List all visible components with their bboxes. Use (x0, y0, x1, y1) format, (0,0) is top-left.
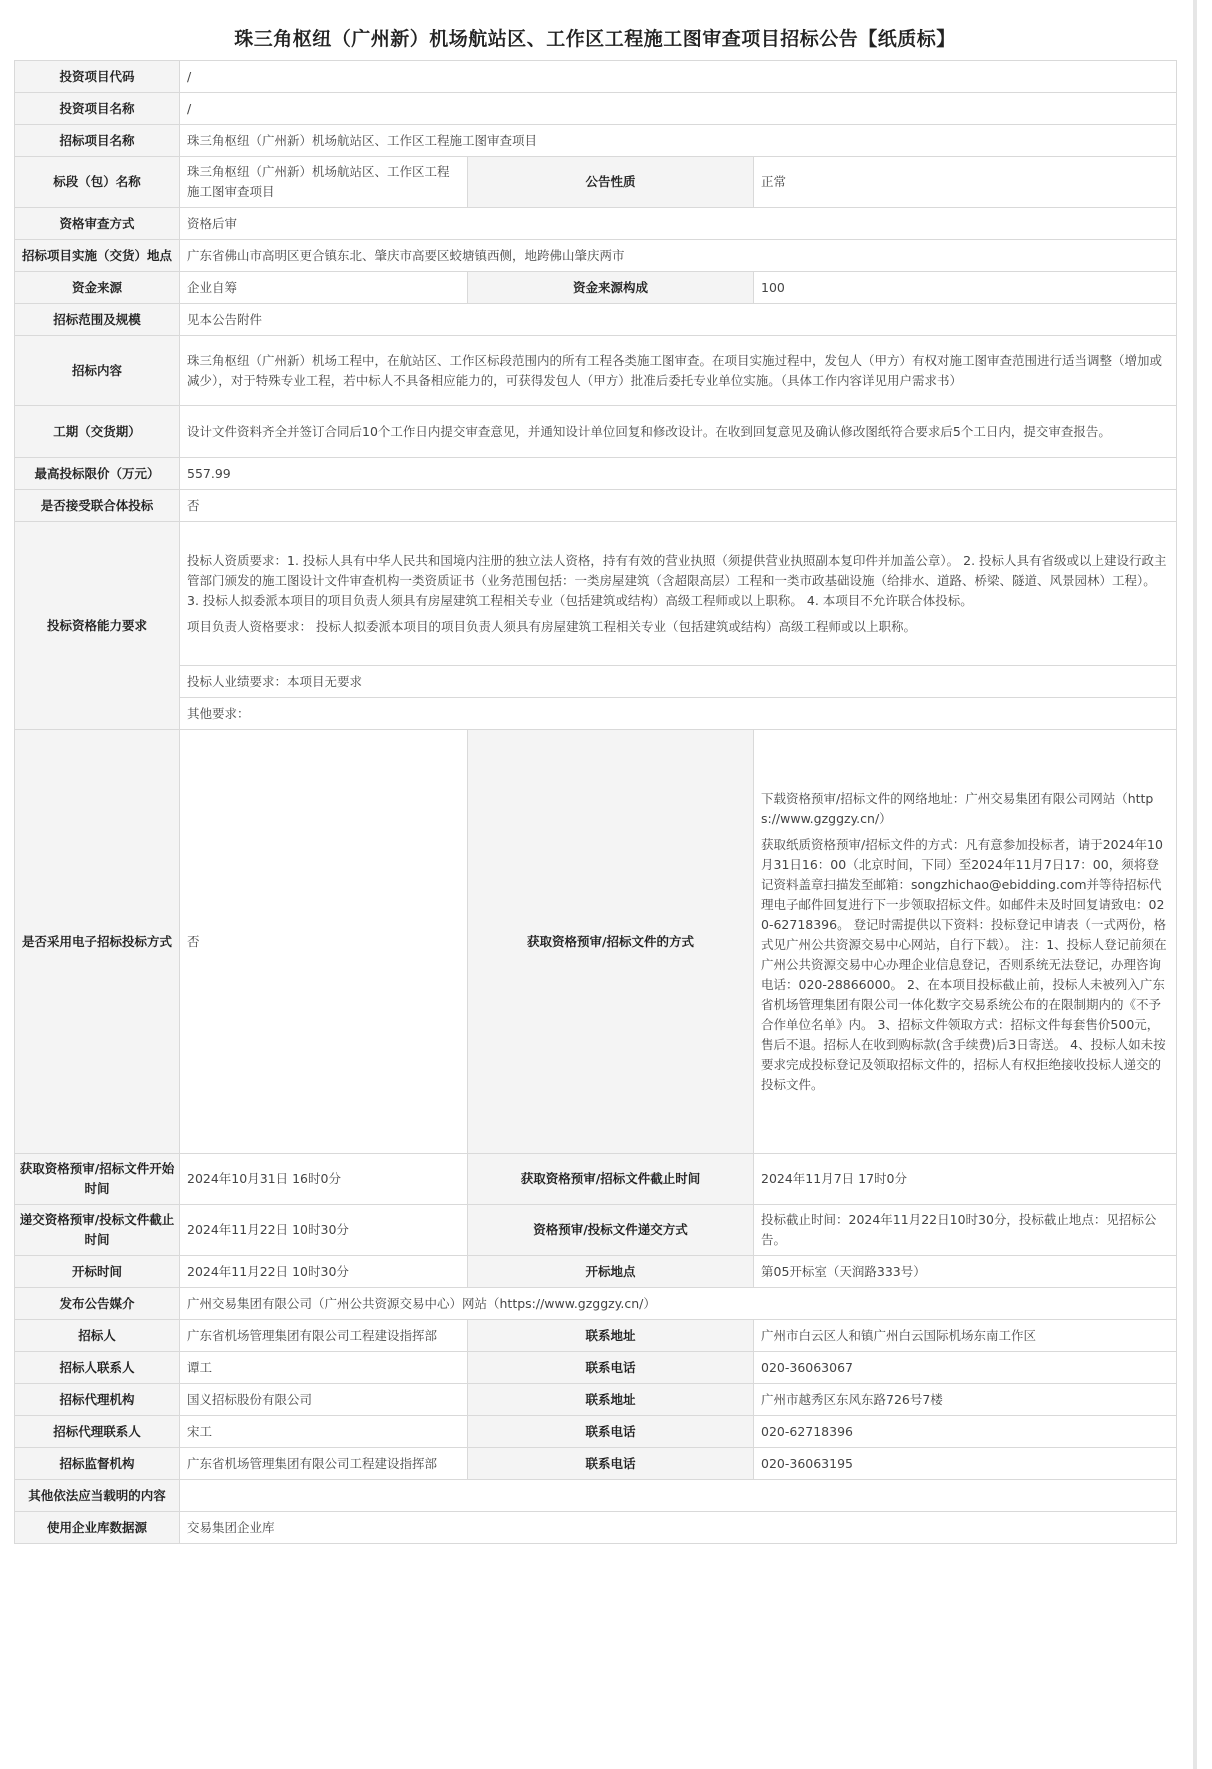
label-obtain-method: 获取资格预审/招标文件的方式 (468, 730, 754, 1154)
row-obtain-time (15, 1154, 1177, 1205)
label-enterprise-db: 使用企业库数据源 (15, 1512, 180, 1544)
row-agency-contact (15, 1416, 1177, 1448)
value-capability-main (180, 522, 1177, 666)
value-submit-deadline: 2024年11月22日 10时30分 (180, 1205, 468, 1256)
page-title: 珠三角枢纽（广州新）机场航站区、工作区工程施工图审查项目招标公告【纸质标】 (234, 28, 956, 50)
obtain-url: 下载资格预审/招标文件的网络地址：广州交易集团有限公司网站（https://www.gzggzy.cn/） (761, 790, 1154, 826)
label-fund-source: 资金来源 (15, 272, 180, 304)
value-agency: 国义招标股份有限公司 (180, 1384, 468, 1416)
label-section-name: 标段（包）名称 (15, 157, 180, 208)
row-tenderer (15, 1320, 1177, 1352)
label-content: 招标内容 (15, 336, 180, 406)
value-tenderer: 广东省机场管理集团有限公司工程建设指挥部 (180, 1320, 468, 1352)
row-capability-other (15, 698, 1177, 730)
row-qual-review (15, 208, 1177, 240)
row-agency (15, 1384, 1177, 1416)
label-duration: 工期（交货期） (15, 406, 180, 458)
label-project-name: 投资项目名称 (15, 93, 180, 125)
value-tenderer-address: 广州市白云区人和镇广州白云国际机场东南工作区 (754, 1320, 1177, 1352)
row-tender-project-name (15, 125, 1177, 157)
row-location (15, 240, 1177, 272)
value-open-place: 第05开标室（天润路333号） (754, 1256, 1177, 1288)
value-capability-performance: 投标人业绩要求：本项目无要求 (180, 666, 1177, 698)
label-media: 发布公告媒介 (15, 1288, 180, 1320)
value-agency-address: 广州市越秀区东风东路726号7楼 (754, 1384, 1177, 1416)
value-notice-nature: 正常 (754, 157, 1177, 208)
row-consortium (15, 490, 1177, 522)
value-consortium: 否 (180, 490, 1177, 522)
value-location: 广东省佛山市高明区更合镇东北、肇庆市高要区蛟塘镇西侧，地跨佛山肇庆两市 (180, 240, 1177, 272)
value-content: 珠三角枢纽（广州新）机场工程中，在航站区、工作区标段范围内的所有工程各类施工图审查。在项目实施过程中，发包人（甲方）有权对施工图审查范围进行适当调整（增加或减少），对于特殊专业工程，若中标人不具备相应能力的，可获得发包人（甲方）批准后委托专业单位实施。（具体工作内容详见用户需求书） (180, 336, 1177, 406)
label-consortium: 是否接受联合体投标 (15, 490, 180, 522)
label-other-content: 其他依法应当载明的内容 (15, 1480, 180, 1512)
value-enterprise-db: 交易集团企业库 (180, 1512, 1177, 1544)
label-tenderer: 招标人 (15, 1320, 180, 1352)
value-media: 广州交易集团有限公司（广州公共资源交易中心）网站（https://www.gzggzy.cn/） (180, 1288, 1177, 1320)
value-duration: 设计文件资料齐全并签订合同后10个工作日内提交审查意见，并通知设计单位回复和修改设计。在收到回复意见及确认修改图纸符合要求后5个工日内，提交审查报告。 (180, 406, 1177, 458)
value-obtain-method (754, 730, 1177, 1154)
row-submit (15, 1205, 1177, 1256)
label-open-time: 开标时间 (15, 1256, 180, 1288)
row-scope (15, 304, 1177, 336)
value-fund-composition: 100 (754, 272, 1177, 304)
value-agency-contact: 宋工 (180, 1416, 468, 1448)
row-max-price (15, 458, 1177, 490)
label-tenderer-phone: 联系电话 (468, 1352, 754, 1384)
capability-manager: 项目负责人资格要求： 投标人拟委派本项目的项目负责人须具有房屋建筑工程相关专业（包括建筑或结构）高级工程师或以上职称。 (187, 618, 916, 634)
value-supervisor-phone: 020-36063195 (754, 1448, 1177, 1480)
value-other-content (180, 1480, 1177, 1512)
label-electronic: 是否采用电子招标投标方式 (15, 730, 180, 1154)
row-supervisor (15, 1448, 1177, 1480)
label-qual-review: 资格审查方式 (15, 208, 180, 240)
row-enterprise-db (15, 1512, 1177, 1544)
capability-qualification: 投标人资质要求：1. 投标人具有中华人民共和国境内注册的独立法人资格，持有有效的营业执照（须提供营业执照副本复印件并加盖公章）。 2. 投标人具有省级或以上建设行政主管部门颁发的施工图设计文件审查机构一类资质证书（业务范围包括：一类房屋建筑（含超限高层）工程和一类市政基础设施（给排水、道路、桥梁、隧道、风景园林）工程）。 3. 投标人拟委派本项目的项目负责人须具有房屋建筑工程相关专业（包括建筑或结构）高级工程师或以上职称。 4. 本项目不允许联合体投标。 (187, 552, 1167, 608)
value-tenderer-phone: 020-36063067 (754, 1352, 1177, 1384)
label-open-place: 开标地点 (468, 1256, 754, 1288)
row-media (15, 1288, 1177, 1320)
label-agency-phone: 联系电话 (468, 1416, 754, 1448)
obtain-paper: 获取纸质资格预审/招标文件的方式：凡有意参加投标者，请于2024年10月31日16：00（北京时间，下同）至2024年11月7日17：00，须将登记资料盖章扫描发至邮箱：songzhichao@ebidding.com并等待招标代理电子邮件回复进行下一步领取招标文件。如邮件未及时回复请致电：020-62718396。 登记时需提供以下资料：投标登记申请表（一式两份，格式见广州公共资源交易中心网站，自行下载）。 注：1、投标人登记前须在广州公共资源交易中心办理企业信息登记，否则系统无法登记，办理咨询电话：020-28866000。 2、在本项目投标截止前，投标人未被列入广东省机场管理集团有限公司一体化数字交易系统公布的在限制期内的《不予合作单位名单》内。 3、招标文件领取方式：招标文件每套售价500元，售后不退。招标人在收到购标款(含手续费)后3日寄送。 4、投标人如未按要求完成投标登记及领取招标文件的，招标人有权拒绝接收投标人递交的投标文件。 (761, 836, 1167, 1092)
row-project-name (15, 93, 1177, 125)
vertical-scrollbar[interactable] (1193, 0, 1197, 1769)
row-capability (15, 522, 1177, 666)
row-open (15, 1256, 1177, 1288)
value-max-price: 557.99 (180, 458, 1177, 490)
value-obtain-end: 2024年11月7日 17时0分 (754, 1154, 1177, 1205)
row-other-content (15, 1480, 1177, 1512)
label-location: 招标项目实施（交货）地点 (15, 240, 180, 272)
value-supervisor: 广东省机场管理集团有限公司工程建设指挥部 (180, 1448, 468, 1480)
row-electronic (15, 730, 1177, 1154)
value-obtain-start: 2024年10月31日 16时0分 (180, 1154, 468, 1205)
label-agency-contact: 招标代理联系人 (15, 1416, 180, 1448)
label-supervisor: 招标监督机构 (15, 1448, 180, 1480)
row-capability-performance (15, 666, 1177, 698)
value-submit-method: 投标截止时间：2024年11月22日10时30分，投标截止地点：见招标公告。 (754, 1205, 1177, 1256)
label-submit-method: 资格预审/投标文件递交方式 (468, 1205, 754, 1256)
row-section-name (15, 157, 1177, 208)
row-fund-source (15, 272, 1177, 304)
value-section-name: 珠三角枢纽（广州新）机场航站区、工作区工程施工图审查项目 (180, 157, 468, 208)
value-qual-review: 资格后审 (180, 208, 1177, 240)
row-project-code (15, 61, 1177, 93)
value-scope: 见本公告附件 (180, 304, 1177, 336)
row-duration (15, 406, 1177, 458)
value-tender-project-name: 珠三角枢纽（广州新）机场航站区、工作区工程施工图审查项目 (180, 125, 1177, 157)
value-project-code: / (180, 61, 1177, 93)
value-tenderer-contact: 谭工 (180, 1352, 468, 1384)
value-electronic: 否 (180, 730, 468, 1154)
label-tenderer-address: 联系地址 (468, 1320, 754, 1352)
value-project-name: / (180, 93, 1177, 125)
label-supervisor-phone: 联系电话 (468, 1448, 754, 1480)
label-submit-deadline: 递交资格预审/投标文件截止时间 (15, 1205, 180, 1256)
label-notice-nature: 公告性质 (468, 157, 754, 208)
label-fund-composition: 资金来源构成 (468, 272, 754, 304)
value-fund-source: 企业自筹 (180, 272, 468, 304)
announcement-page (14, 18, 1176, 1544)
row-content (15, 336, 1177, 406)
label-capability: 投标资格能力要求 (15, 522, 180, 730)
label-tenderer-contact: 招标人联系人 (15, 1352, 180, 1384)
label-tender-project-name: 招标项目名称 (15, 125, 180, 157)
label-obtain-start: 获取资格预审/招标文件开始时间 (15, 1154, 180, 1205)
announcement-table (14, 60, 1177, 1544)
label-scope: 招标范围及规模 (15, 304, 180, 336)
label-agency-address: 联系地址 (468, 1384, 754, 1416)
value-agency-phone: 020-62718396 (754, 1416, 1177, 1448)
row-tenderer-contact (15, 1352, 1177, 1384)
label-project-code: 投资项目代码 (15, 61, 180, 93)
label-agency: 招标代理机构 (15, 1384, 180, 1416)
value-open-time: 2024年11月22日 10时30分 (180, 1256, 468, 1288)
value-capability-other: 其他要求： (180, 698, 1177, 730)
label-obtain-end: 获取资格预审/招标文件截止时间 (468, 1154, 754, 1205)
label-max-price: 最高投标限价（万元） (15, 458, 180, 490)
